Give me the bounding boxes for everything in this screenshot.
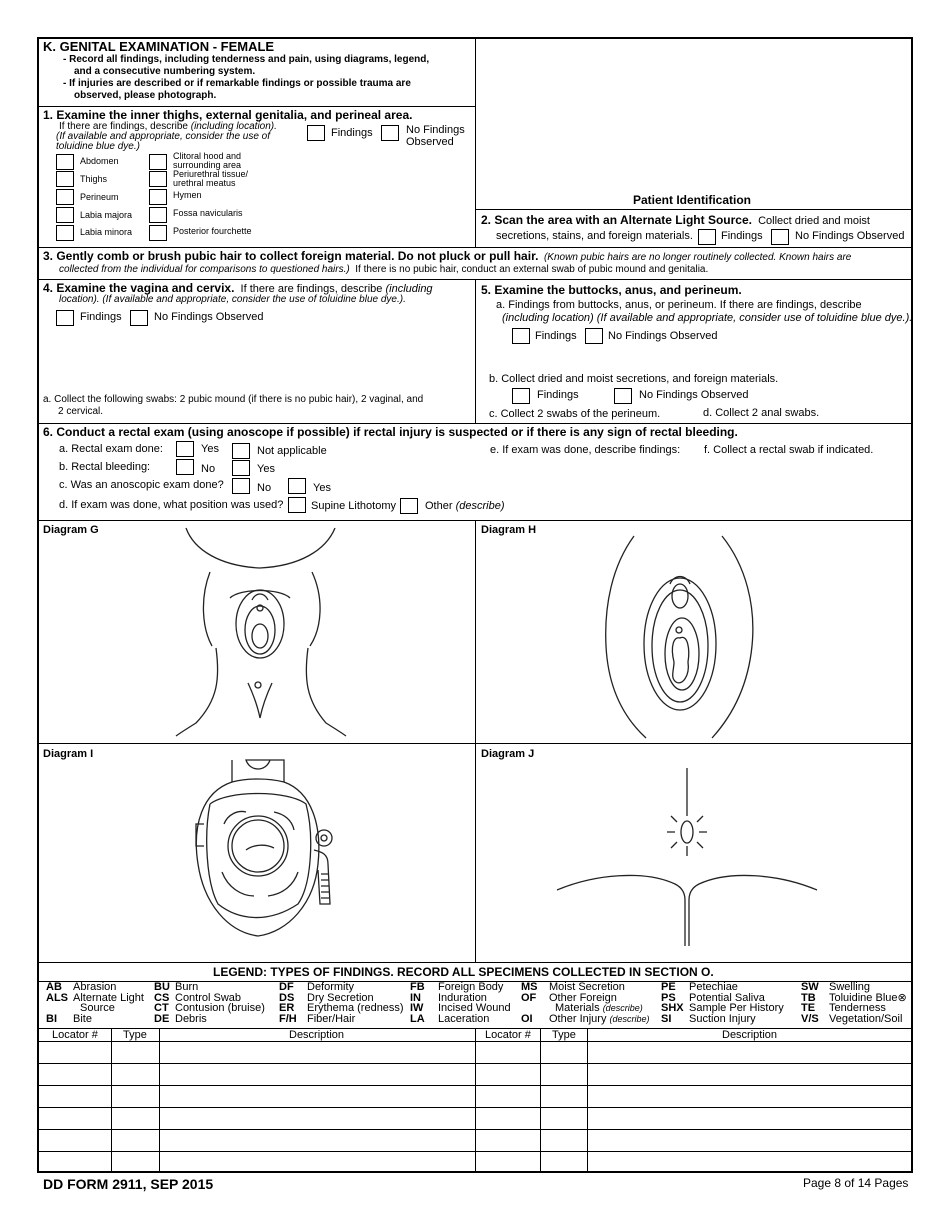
table-row[interactable] [37,1107,913,1108]
findings-checkbox[interactable] [56,310,74,326]
area-checkbox-thighs[interactable] [56,171,74,187]
no-findings-checkbox[interactable] [614,388,632,404]
diagram-label: Diagram I [43,748,94,760]
item-instruction: (If available and appropriate, consider the use of [56,131,271,142]
item-instruction: secretions, stains, and foreign materials. [496,230,693,242]
no-findings-checkbox[interactable] [771,229,789,245]
area-checkbox-fossa[interactable] [149,207,167,223]
area-label: Labia minora [80,227,133,237]
item-instruction: f. Collect a rectal swab if indicated. [704,444,874,456]
area-label: urethral meatus [173,178,236,188]
instruction: - If injuries are described or if remarkable findings or possible trauma are [63,78,411,89]
diagram-label: Diagram G [43,524,99,536]
item-title: 2. Scan the area with an Alternate Light Source. Collect dried and moist [481,213,870,227]
diagram-label: Diagram H [481,524,537,536]
table-header-type: Type [552,1029,576,1041]
findings-label: Findings [537,389,579,401]
findings-checkbox[interactable] [512,328,530,344]
instruction: and a consecutive numbering system. [74,66,256,77]
item-instruction: (including location) (If available and appropriate, consider use of toluidine blue dye.). [502,312,913,324]
page-number: Page 8 of 14 Pages [803,1176,909,1190]
item-instruction: location). (If available and appropriate, consider the use of toluidine blue dye.). [59,294,406,305]
item-title: 5. Examine the buttocks, anus, and perineum. [481,283,742,297]
item-instruction: b. Collect dried and moist secretions, and foreign materials. [489,373,779,385]
area-checkbox-hymen[interactable] [149,189,167,205]
diagram-label: Diagram J [481,748,535,760]
area-checkbox-clitoral-hood[interactable] [149,154,167,170]
findings-checkbox[interactable] [307,125,325,141]
other-position-checkbox[interactable] [400,498,418,514]
area-label: Labia majora [80,210,133,220]
instruction: observed, please photograph. [74,90,217,101]
item-instruction: b. Rectal bleeding: [59,461,151,473]
divider [37,962,913,963]
no-findings-checkbox[interactable] [130,310,148,326]
table-header-type: Type [123,1029,147,1041]
item-instruction: a. Findings from buttocks, anus, or perineum. If there are findings, describe [496,299,862,311]
option-label: Yes [201,443,219,455]
diagram-h-drawing [600,526,760,738]
item-instruction: toluidine blue dye.) [56,141,140,152]
area-label: Fossa navicularis [173,208,243,218]
section-title: K. GENITAL EXAMINATION - FEMALE [43,39,275,54]
no-findings-checkbox[interactable] [381,125,399,141]
table-header-locator: Locator # [485,1029,531,1041]
area-label: Thighs [80,174,108,184]
instruction: - Record all findings, including tenderness and pain, using diagrams, legend, [63,54,430,65]
item-instruction: c. Was an anoscopic exam done? [59,479,224,491]
diagram-j-drawing [555,766,825,956]
option-label: Other (describe) [425,500,505,512]
rectal-exam-na-checkbox[interactable] [232,443,250,459]
item-instruction: e. If exam was done, describe findings: [490,444,681,456]
item-instruction: d. Collect 2 anal swabs. [703,407,820,419]
no-findings-label: No Findings [406,124,465,136]
findings-checkbox[interactable] [698,229,716,245]
diagram-g-drawing [190,528,340,738]
area-checkbox-abdomen[interactable] [56,154,74,170]
table-header-locator: Locator # [52,1029,98,1041]
item-instruction: d. If exam was done, what position was used? [59,499,284,511]
table-row[interactable] [37,1129,913,1130]
area-checkbox-labia-minora[interactable] [56,225,74,241]
supine-lithotomy-checkbox[interactable] [288,497,306,513]
no-findings-label: No Findings Observed [608,330,718,342]
anoscopic-no-checkbox[interactable] [232,478,250,494]
legend-column: AB Abrasion ALS Alternate Light Source BI Bite [46,981,144,1025]
findings-label: Findings [721,230,763,242]
findings-checkbox[interactable] [512,388,530,404]
findings-label: Findings [535,330,577,342]
rectal-exam-yes-checkbox[interactable] [176,441,194,457]
area-label: Posterior fourchette [173,226,252,236]
area-label: Abdomen [80,156,119,166]
item-instruction: 2 cervical. [58,406,104,417]
item-instruction: collected from the individual for comparisons to questioned hairs.) If there is no pubic hair, conduct an external swab of pubic mound and genitalia. [59,264,709,275]
option-label: Supine Lithotomy [311,500,396,512]
anoscopic-yes-checkbox[interactable] [288,478,306,494]
area-checkbox-labia-majora[interactable] [56,207,74,223]
item-instruction: a. Rectal exam done: [59,443,163,455]
table-row[interactable] [37,1063,913,1064]
table-header-description: Description [289,1029,345,1041]
divider [37,106,475,107]
option-label: Yes [313,482,331,494]
legend-column: BU Burn CS Control Swab CT Contusion (bruise) DE Debris [154,981,265,1025]
area-checkbox-perineum[interactable] [56,189,74,205]
no-findings-label: No Findings Observed [795,230,905,242]
diagram-i-drawing [188,754,348,950]
item-instruction: c. Collect 2 swabs of the perineum. [489,408,661,420]
item-title: 6. Conduct a rectal exam (using anoscope if possible) if rectal injury is suspected or if there is any sign of rectal bleeding. [43,425,738,439]
option-label: Yes [257,463,275,475]
area-label: Periurethral tissue/ [173,169,249,179]
area-label: Hymen [173,190,202,200]
area-label: Clitoral hood and [173,151,242,161]
legend-column: SW Swelling TB Toluidine Blue⊗ TE Tenderness V/S Vegetation/Soil [801,981,907,1025]
area-label: surrounding area [173,160,242,170]
patient-identification-label: Patient Identification [633,193,752,207]
item-title: 4. Examine the vagina and cervix. If there are findings, describe (including [43,281,433,295]
item-instruction: a. Collect the following swabs: 2 pubic mound (if there is no pubic hair), 2 vaginal, and [43,394,424,405]
table-row[interactable] [37,1085,913,1086]
item-title: 3. Gently comb or brush pubic hair to collect foreign material. Do not pluck or pull hair. (Known pubic hairs are no longer routinely collected. Known hairs are [43,249,852,263]
no-findings-label: No Findings Observed [154,311,264,323]
legend-column: FB Foreign Body IN Induration IW Incised Wound LA Laceration [410,981,511,1025]
divider [475,279,476,423]
no-findings-label: No Findings Observed [639,389,749,401]
divider [475,520,476,962]
item-title: 1. Examine the inner thighs, external genitalia, and perineal area. [43,108,413,122]
divider [475,37,476,247]
legend-column: PE Petechiae PS Potential Saliva SHX Sample Per History SI Suction Injury [661,981,784,1025]
legend-column: DF Deformity DS Dry Secretion ER Erythema (redness) F/H Fiber/Hair [279,981,404,1025]
divider [37,423,913,424]
findings-label: Findings [331,127,373,139]
table-row[interactable] [37,1151,913,1152]
area-checkbox-fourchette[interactable] [149,225,167,241]
divider [475,209,913,210]
item-instruction: If there are findings, describe (including location). [59,121,277,132]
table-header-description: Description [722,1029,778,1041]
legend-title: LEGEND: TYPES OF FINDINGS. RECORD ALL SPECIMENS COLLECTED IN SECTION O. [213,965,714,979]
option-label: Not applicable [257,445,327,457]
no-findings-label: Observed [406,136,454,148]
option-label: No [201,463,216,475]
findings-label: Findings [80,311,122,323]
option-label: No [257,482,272,494]
divider [37,743,913,744]
legend-column: MS Moist Secretion OF Other Foreign Materials (describe) OI Other Injury (describe) [521,981,650,1025]
rectal-bleeding-no-checkbox[interactable] [176,459,194,475]
no-findings-checkbox[interactable] [585,328,603,344]
area-checkbox-periurethral[interactable] [149,171,167,187]
form-number: DD FORM 2911, SEP 2015 [43,1176,214,1192]
rectal-bleeding-yes-checkbox[interactable] [232,460,250,476]
area-label: Perineum [80,192,119,202]
divider [37,247,913,248]
